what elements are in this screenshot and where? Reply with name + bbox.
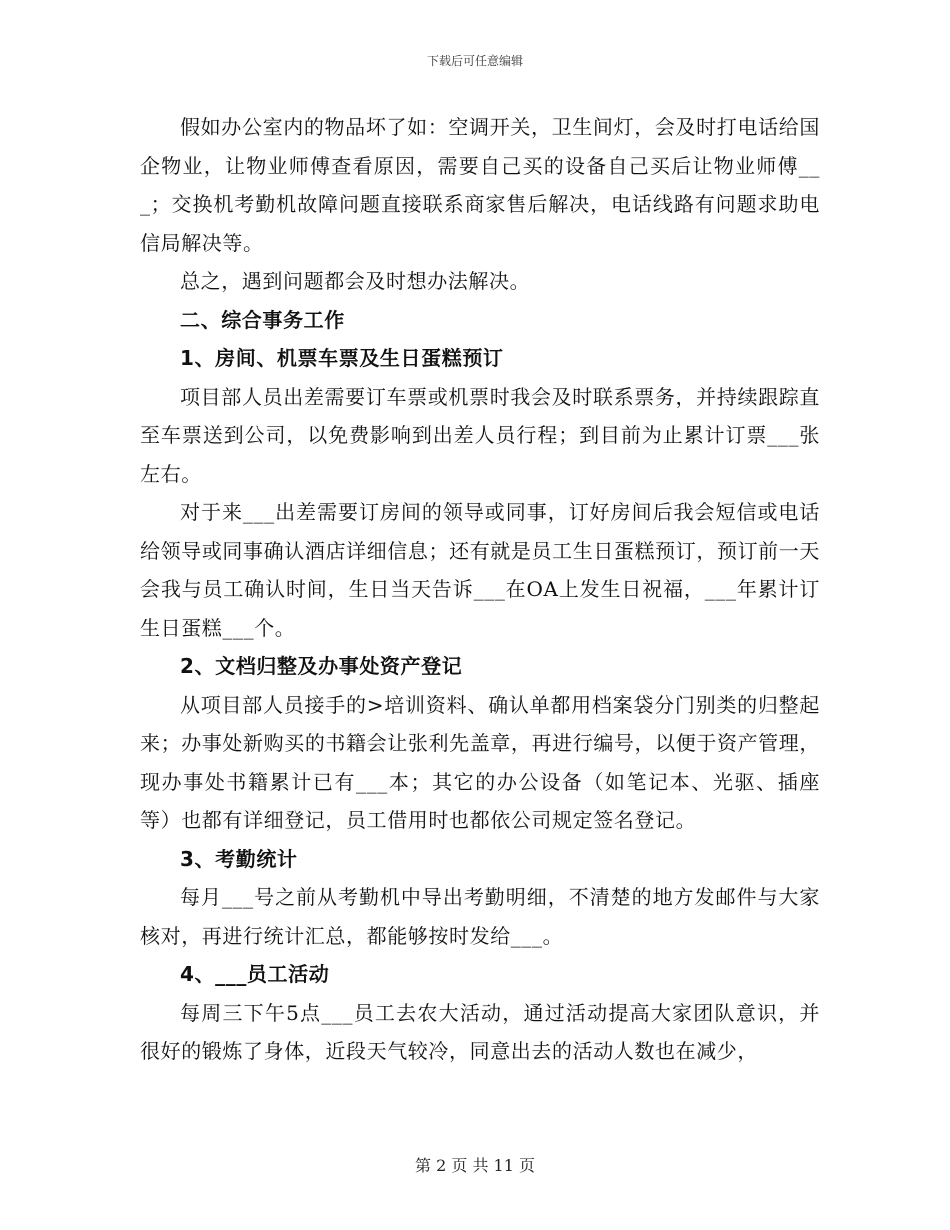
subheading-documents-assets: 2、文档归整及办事处资产登记 <box>180 654 463 678</box>
paragraph-documents-assets: 从项目部人员接手的>培训资料、确认单都用档案袋分门别类的归整起来；办事处新购买的书籍会让张利先盖章，再进行编号，以便于资产管理，现办事处书籍累计已有___本；其它的办公设备（如笔记本、光驱、插座等）也都有详细登记，员工借用时也都依公司规定签名登记。 <box>140 692 820 832</box>
section-heading-general-affairs: 二、综合事务工作 <box>180 307 345 332</box>
paragraph-staff-activities: 每周三下午5点___员工去农大活动，通过活动提高大家团队意识，并很好的锻炼了身体，近段天气较冷，同意出去的活动人数也在减少， <box>140 1000 820 1063</box>
paragraph-attendance: 每月___号之前从考勤机中导出考勤明细，不清楚的地方发邮件与大家核对，再进行统计汇总，都能够按时发给___。 <box>140 885 820 948</box>
page-footer: 第 2 页 共 11 页 <box>415 1156 535 1175</box>
document-body <box>140 108 820 1071</box>
subheading-attendance: 3、考勤统计 <box>180 846 298 871</box>
paragraph-ticket-booking: 项目部人员出差需要订车票或机票时我会及时联系票务，并持续跟踪直至车票送到公司，以免费影响到出差人员行程；到目前为止累计订票___张左右。 <box>140 384 820 486</box>
paragraph-room-cake-booking: 对于来___出差需要订房间的领导或同事，订好房间后我会短信或电话给领导或同事确认酒店详细信息；还有就是员工生日蛋糕预订，预订前一天会我与员工确认时间，生日当天告诉___在OA上发生日祝福，___年累计订生日蛋糕___个。 <box>140 500 820 640</box>
paragraph-office-repairs: 假如办公室内的物品坏了如：空调开关，卫生间灯，会及时打电话给国企物业，让物业师傅查看原因，需要自己买的设备自己买后让物业师傅___；交换机考勤机故障问题直接联系商家售后解决，电话线路有问题求助电信局解决等。 <box>140 115 820 255</box>
paragraph-summary: 总之，遇到问题都会及时想办法解决。 <box>180 269 531 293</box>
subheading-staff-activities: 4、___员工活动 <box>180 962 330 986</box>
page-header: 下载后可任意编辑 <box>426 54 523 68</box>
subheading-booking: 1、房间、机票车票及生日蛋糕预订 <box>180 346 504 370</box>
